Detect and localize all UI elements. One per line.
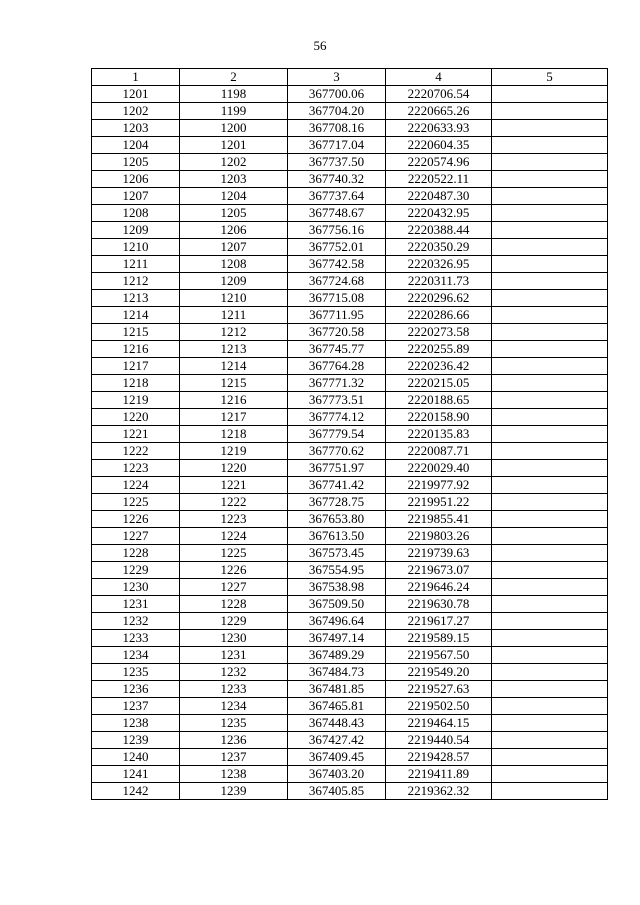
table-cell-col-1: 1210 — [92, 239, 180, 256]
table-row — [92, 358, 608, 375]
table-row — [92, 273, 608, 290]
table-row — [92, 222, 608, 239]
table-cell-col-4: 2220296.62 — [386, 290, 492, 307]
table-row — [92, 443, 608, 460]
table-cell-col-4: 2220311.73 — [386, 273, 492, 290]
table-cell-col-5 — [492, 749, 608, 766]
table-cell-col-2: 1236 — [180, 732, 288, 749]
table-cell-col-2: 1205 — [180, 205, 288, 222]
table-cell-col-3: 367774.12 — [288, 409, 386, 426]
table-cell-col-2: 1216 — [180, 392, 288, 409]
table-cell-col-5 — [492, 409, 608, 426]
table-cell-col-1: 1220 — [92, 409, 180, 426]
table-cell-col-4: 2220087.71 — [386, 443, 492, 460]
table-row — [92, 647, 608, 664]
table-cell-col-1: 1206 — [92, 171, 180, 188]
table-cell-col-2: 1233 — [180, 681, 288, 698]
table-cell-col-2: 1207 — [180, 239, 288, 256]
table-row — [92, 630, 608, 647]
column-header-4: 4 — [386, 69, 492, 86]
table-cell-col-1: 1227 — [92, 528, 180, 545]
table-cell-col-5 — [492, 732, 608, 749]
table-cell-col-3: 367497.14 — [288, 630, 386, 647]
table-cell-col-3: 367728.75 — [288, 494, 386, 511]
table-cell-col-4: 2220522.11 — [386, 171, 492, 188]
table-cell-col-5 — [492, 358, 608, 375]
table-cell-col-2: 1222 — [180, 494, 288, 511]
table-cell-col-2: 1209 — [180, 273, 288, 290]
table-cell-col-2: 1210 — [180, 290, 288, 307]
table-cell-col-1: 1228 — [92, 545, 180, 562]
table-cell-col-5 — [492, 477, 608, 494]
table-cell-col-1: 1226 — [92, 511, 180, 528]
table-cell-col-4: 2219739.63 — [386, 545, 492, 562]
table-cell-col-3: 367573.45 — [288, 545, 386, 562]
table-cell-col-3: 367427.42 — [288, 732, 386, 749]
table-cell-col-4: 2220633.93 — [386, 120, 492, 137]
table-cell-col-2: 1237 — [180, 749, 288, 766]
table-row — [92, 137, 608, 154]
table-cell-col-4: 2220188.65 — [386, 392, 492, 409]
table-cell-col-1: 1233 — [92, 630, 180, 647]
table-cell-col-1: 1221 — [92, 426, 180, 443]
table-cell-col-3: 367764.28 — [288, 358, 386, 375]
table-cell-col-2: 1226 — [180, 562, 288, 579]
table-cell-col-2: 1203 — [180, 171, 288, 188]
table-cell-col-1: 1218 — [92, 375, 180, 392]
table-cell-col-5 — [492, 307, 608, 324]
table-cell-col-5 — [492, 596, 608, 613]
column-header-1: 1 — [92, 69, 180, 86]
table-cell-col-4: 2219527.63 — [386, 681, 492, 698]
table-cell-col-5 — [492, 681, 608, 698]
table-cell-col-4: 2219362.32 — [386, 783, 492, 800]
table-row — [92, 715, 608, 732]
table-row — [92, 732, 608, 749]
table-cell-col-4: 2220029.40 — [386, 460, 492, 477]
table-cell-col-5 — [492, 647, 608, 664]
table-cell-col-3: 367708.16 — [288, 120, 386, 137]
table-cell-col-1: 1201 — [92, 86, 180, 103]
table-header-row — [92, 69, 608, 86]
table-row — [92, 579, 608, 596]
table-row — [92, 86, 608, 103]
table-row — [92, 409, 608, 426]
table-cell-col-3: 367741.42 — [288, 477, 386, 494]
table-row — [92, 460, 608, 477]
table-cell-col-4: 2220215.05 — [386, 375, 492, 392]
table-cell-col-4: 2220135.83 — [386, 426, 492, 443]
table-cell-col-2: 1229 — [180, 613, 288, 630]
table-cell-col-3: 367409.45 — [288, 749, 386, 766]
table-cell-col-5 — [492, 341, 608, 358]
table-cell-col-2: 1232 — [180, 664, 288, 681]
table-cell-col-5 — [492, 273, 608, 290]
table-cell-col-2: 1199 — [180, 103, 288, 120]
table-cell-col-4: 2219502.50 — [386, 698, 492, 715]
table-row — [92, 256, 608, 273]
table-cell-col-1: 1212 — [92, 273, 180, 290]
table-row — [92, 698, 608, 715]
table-cell-col-1: 1241 — [92, 766, 180, 783]
table-cell-col-4: 2219803.26 — [386, 528, 492, 545]
table-row — [92, 103, 608, 120]
table-cell-col-5 — [492, 766, 608, 783]
table-cell-col-2: 1225 — [180, 545, 288, 562]
table-cell-col-5 — [492, 256, 608, 273]
table-cell-col-4: 2219673.07 — [386, 562, 492, 579]
table-row — [92, 562, 608, 579]
table-cell-col-3: 367465.81 — [288, 698, 386, 715]
table-cell-col-1: 1209 — [92, 222, 180, 239]
table-cell-col-3: 367403.20 — [288, 766, 386, 783]
table-cell-col-4: 2220665.26 — [386, 103, 492, 120]
table-cell-col-1: 1236 — [92, 681, 180, 698]
table-cell-col-3: 367481.85 — [288, 681, 386, 698]
table-cell-col-1: 1211 — [92, 256, 180, 273]
table-cell-col-2: 1235 — [180, 715, 288, 732]
table-cell-col-4: 2220286.66 — [386, 307, 492, 324]
table-row — [92, 783, 608, 800]
table-cell-col-5 — [492, 630, 608, 647]
table-cell-col-2: 1217 — [180, 409, 288, 426]
table-cell-col-3: 367653.80 — [288, 511, 386, 528]
table-row — [92, 528, 608, 545]
table-cell-col-4: 2220350.29 — [386, 239, 492, 256]
table-row — [92, 511, 608, 528]
table-row — [92, 375, 608, 392]
table-row — [92, 324, 608, 341]
table-cell-col-5 — [492, 205, 608, 222]
table-cell-col-2: 1219 — [180, 443, 288, 460]
table-cell-col-1: 1238 — [92, 715, 180, 732]
table-cell-col-1: 1224 — [92, 477, 180, 494]
table-cell-col-2: 1239 — [180, 783, 288, 800]
table-cell-col-5 — [492, 222, 608, 239]
table-cell-col-4: 2219411.89 — [386, 766, 492, 783]
table-cell-col-5 — [492, 664, 608, 681]
table-cell-col-3: 367496.64 — [288, 613, 386, 630]
table-cell-col-1: 1240 — [92, 749, 180, 766]
table-cell-col-5 — [492, 579, 608, 596]
table-cell-col-5 — [492, 494, 608, 511]
table-cell-col-5 — [492, 426, 608, 443]
table-row — [92, 154, 608, 171]
table-cell-col-3: 367773.51 — [288, 392, 386, 409]
table-cell-col-5 — [492, 443, 608, 460]
table-cell-col-4: 2220604.35 — [386, 137, 492, 154]
table-cell-col-3: 367554.95 — [288, 562, 386, 579]
table-cell-col-4: 2220255.89 — [386, 341, 492, 358]
table-cell-col-2: 1201 — [180, 137, 288, 154]
table-cell-col-1: 1235 — [92, 664, 180, 681]
table-cell-col-4: 2220326.95 — [386, 256, 492, 273]
table-cell-col-3: 367737.50 — [288, 154, 386, 171]
table-cell-col-5 — [492, 613, 608, 630]
table-row — [92, 205, 608, 222]
table-cell-col-3: 367613.50 — [288, 528, 386, 545]
table-cell-col-1: 1207 — [92, 188, 180, 205]
table-cell-col-2: 1234 — [180, 698, 288, 715]
table-cell-col-1: 1202 — [92, 103, 180, 120]
table-cell-col-2: 1224 — [180, 528, 288, 545]
table-cell-col-5 — [492, 120, 608, 137]
table-cell-col-4: 2220487.30 — [386, 188, 492, 205]
table-cell-col-1: 1231 — [92, 596, 180, 613]
table-cell-col-5 — [492, 715, 608, 732]
coordinates-table — [91, 68, 608, 800]
column-header-5: 5 — [492, 69, 608, 86]
table-cell-col-1: 1223 — [92, 460, 180, 477]
table-cell-col-2: 1208 — [180, 256, 288, 273]
table-cell-col-5 — [492, 324, 608, 341]
table-row — [92, 494, 608, 511]
table-cell-col-5 — [492, 460, 608, 477]
table-row — [92, 239, 608, 256]
table-cell-col-3: 367752.01 — [288, 239, 386, 256]
table-cell-col-4: 2219630.78 — [386, 596, 492, 613]
table-cell-col-4: 2219464.15 — [386, 715, 492, 732]
table-cell-col-5 — [492, 783, 608, 800]
table-cell-col-5 — [492, 137, 608, 154]
column-header-2: 2 — [180, 69, 288, 86]
table-cell-col-1: 1229 — [92, 562, 180, 579]
table-cell-col-3: 367405.85 — [288, 783, 386, 800]
table-cell-col-3: 367448.43 — [288, 715, 386, 732]
table-cell-col-2: 1218 — [180, 426, 288, 443]
table-cell-col-4: 2220388.44 — [386, 222, 492, 239]
table-row — [92, 290, 608, 307]
table-cell-col-2: 1204 — [180, 188, 288, 205]
table-cell-col-4: 2219589.15 — [386, 630, 492, 647]
table-cell-col-5 — [492, 562, 608, 579]
table-cell-col-3: 367720.58 — [288, 324, 386, 341]
table-row — [92, 766, 608, 783]
table-cell-col-2: 1200 — [180, 120, 288, 137]
table-cell-col-5 — [492, 86, 608, 103]
table-cell-col-3: 367717.04 — [288, 137, 386, 154]
table-cell-col-3: 367748.67 — [288, 205, 386, 222]
table-cell-col-2: 1213 — [180, 341, 288, 358]
table-body — [92, 86, 608, 800]
page-number: 56 — [313, 38, 327, 53]
table-row — [92, 545, 608, 562]
table-cell-col-2: 1211 — [180, 307, 288, 324]
table-cell-col-3: 367751.97 — [288, 460, 386, 477]
table-row — [92, 307, 608, 324]
table-cell-col-1: 1222 — [92, 443, 180, 460]
table-cell-col-5 — [492, 392, 608, 409]
table-cell-col-3: 367700.06 — [288, 86, 386, 103]
table-cell-col-1: 1214 — [92, 307, 180, 324]
table-cell-col-3: 367740.32 — [288, 171, 386, 188]
table-cell-col-5 — [492, 103, 608, 120]
table-cell-col-5 — [492, 154, 608, 171]
table-cell-col-4: 2219428.57 — [386, 749, 492, 766]
table-row — [92, 392, 608, 409]
table-cell-col-5 — [492, 239, 608, 256]
table-cell-col-2: 1198 — [180, 86, 288, 103]
table-cell-col-3: 367484.73 — [288, 664, 386, 681]
table-cell-col-5 — [492, 511, 608, 528]
table-cell-col-2: 1228 — [180, 596, 288, 613]
table-row — [92, 171, 608, 188]
table-cell-col-4: 2219440.54 — [386, 732, 492, 749]
table-cell-col-4: 2219977.92 — [386, 477, 492, 494]
table-cell-col-4: 2220432.95 — [386, 205, 492, 222]
table-row — [92, 426, 608, 443]
table-cell-col-1: 1239 — [92, 732, 180, 749]
table-cell-col-1: 1205 — [92, 154, 180, 171]
table-cell-col-5 — [492, 290, 608, 307]
table-cell-col-3: 367711.95 — [288, 307, 386, 324]
table-cell-col-4: 2219951.22 — [386, 494, 492, 511]
table-cell-col-2: 1238 — [180, 766, 288, 783]
table-cell-col-4: 2219549.20 — [386, 664, 492, 681]
table-cell-col-1: 1213 — [92, 290, 180, 307]
table-cell-col-1: 1232 — [92, 613, 180, 630]
table-cell-col-3: 367737.64 — [288, 188, 386, 205]
table-cell-col-5 — [492, 171, 608, 188]
table-cell-col-3: 367538.98 — [288, 579, 386, 596]
table-cell-col-1: 1203 — [92, 120, 180, 137]
table-row — [92, 613, 608, 630]
table-cell-col-1: 1234 — [92, 647, 180, 664]
table-row — [92, 681, 608, 698]
table-cell-col-4: 2220574.96 — [386, 154, 492, 171]
table-cell-col-2: 1230 — [180, 630, 288, 647]
table-cell-col-2: 1220 — [180, 460, 288, 477]
table-row — [92, 596, 608, 613]
table-cell-col-5 — [492, 375, 608, 392]
table-cell-col-2: 1202 — [180, 154, 288, 171]
table-cell-col-3: 367745.77 — [288, 341, 386, 358]
table-cell-col-2: 1221 — [180, 477, 288, 494]
column-header-3: 3 — [288, 69, 386, 86]
table-cell-col-3: 367715.08 — [288, 290, 386, 307]
table-cell-col-3: 367771.32 — [288, 375, 386, 392]
table-row — [92, 120, 608, 137]
table-cell-col-2: 1212 — [180, 324, 288, 341]
table-cell-col-4: 2219617.27 — [386, 613, 492, 630]
table-cell-col-2: 1223 — [180, 511, 288, 528]
table-cell-col-4: 2220236.42 — [386, 358, 492, 375]
table-cell-col-1: 1208 — [92, 205, 180, 222]
table-cell-col-3: 367779.54 — [288, 426, 386, 443]
table-cell-col-4: 2220158.90 — [386, 409, 492, 426]
table-cell-col-1: 1237 — [92, 698, 180, 715]
table-cell-col-3: 367489.29 — [288, 647, 386, 664]
table-cell-col-2: 1214 — [180, 358, 288, 375]
table-cell-col-5 — [492, 698, 608, 715]
table-cell-col-1: 1242 — [92, 783, 180, 800]
table-cell-col-4: 2219646.24 — [386, 579, 492, 596]
table-row — [92, 341, 608, 358]
table-row — [92, 664, 608, 681]
table-cell-col-4: 2220273.58 — [386, 324, 492, 341]
table-cell-col-2: 1206 — [180, 222, 288, 239]
table-cell-col-3: 367742.58 — [288, 256, 386, 273]
table-cell-col-4: 2219855.41 — [386, 511, 492, 528]
table-cell-col-1: 1217 — [92, 358, 180, 375]
table-cell-col-1: 1216 — [92, 341, 180, 358]
table-cell-col-1: 1230 — [92, 579, 180, 596]
table-cell-col-3: 367770.62 — [288, 443, 386, 460]
table-cell-col-4: 2219567.50 — [386, 647, 492, 664]
table-cell-col-5 — [492, 528, 608, 545]
table-row — [92, 188, 608, 205]
table-cell-col-1: 1204 — [92, 137, 180, 154]
table-cell-col-3: 367756.16 — [288, 222, 386, 239]
table-cell-col-3: 367509.50 — [288, 596, 386, 613]
table-cell-col-2: 1227 — [180, 579, 288, 596]
table-cell-col-1: 1219 — [92, 392, 180, 409]
table-cell-col-5 — [492, 545, 608, 562]
table-cell-col-4: 2220706.54 — [386, 86, 492, 103]
table-cell-col-1: 1225 — [92, 494, 180, 511]
table-cell-col-3: 367724.68 — [288, 273, 386, 290]
table-cell-col-3: 367704.20 — [288, 103, 386, 120]
table-cell-col-1: 1215 — [92, 324, 180, 341]
table-row — [92, 749, 608, 766]
table-cell-col-2: 1215 — [180, 375, 288, 392]
table-cell-col-5 — [492, 188, 608, 205]
table-row — [92, 477, 608, 494]
table-cell-col-2: 1231 — [180, 647, 288, 664]
